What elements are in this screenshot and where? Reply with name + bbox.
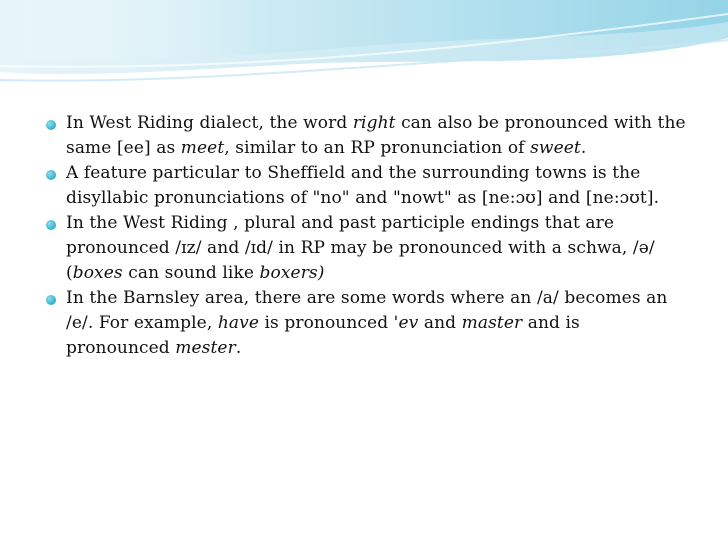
italic-term: right [352,113,396,133]
bullet-dot-icon [46,120,56,130]
bullet-dot-icon [46,170,56,180]
bullet-text [66,211,686,286]
text-segment: In the West Riding , plural and past participle endings that are pronounced /ɪz/ and /ɪd/ in RP may be pronounced with a schwa, /ə/ ( [66,213,655,283]
text-segment: In West Riding dialect, the word [66,113,353,133]
text-segment: can sound like [122,263,260,283]
bullet-dot-icon [46,220,56,230]
italic-term: meet [180,138,225,158]
italic-term: ev [398,313,419,333]
text-segment: . [580,138,587,158]
text-segment: , similar to an RP pronunciation of [224,138,531,158]
italic-term: boxers) [259,263,325,283]
text-segment: A feature particular to Sheffield and the surrounding towns is the disyllabic pronunciations of "no" and "nowt" as [ne:ɔʊ] and [ne:ɔʊt]. [66,163,660,208]
text-segment: can also be pronounced with the same [ee] as [66,113,686,158]
slide-body [46,111,686,361]
bullet-item [46,111,686,161]
italic-term: have [217,313,260,333]
italic-term: mester [175,338,236,358]
italic-term: master [461,313,523,333]
bullet-text [66,161,686,211]
text-segment: and [418,313,462,333]
bullet-text [66,111,686,161]
text-segment: is pronounced ' [259,313,399,333]
italic-term: boxes [72,263,123,283]
text-segment: . [235,338,242,358]
bullet-item [46,211,686,286]
header-banner-decoration [0,0,728,90]
italic-term: sweet [530,138,581,158]
bullet-item [46,286,686,361]
text-segment: and is pronounced [66,313,580,358]
text-segment: In the Barnsley area, there are some words where an /a/ becomes an /e/. For example, [66,288,668,333]
bullet-dot-icon [46,295,56,305]
bullet-item [46,161,686,211]
bullet-text [66,286,686,361]
